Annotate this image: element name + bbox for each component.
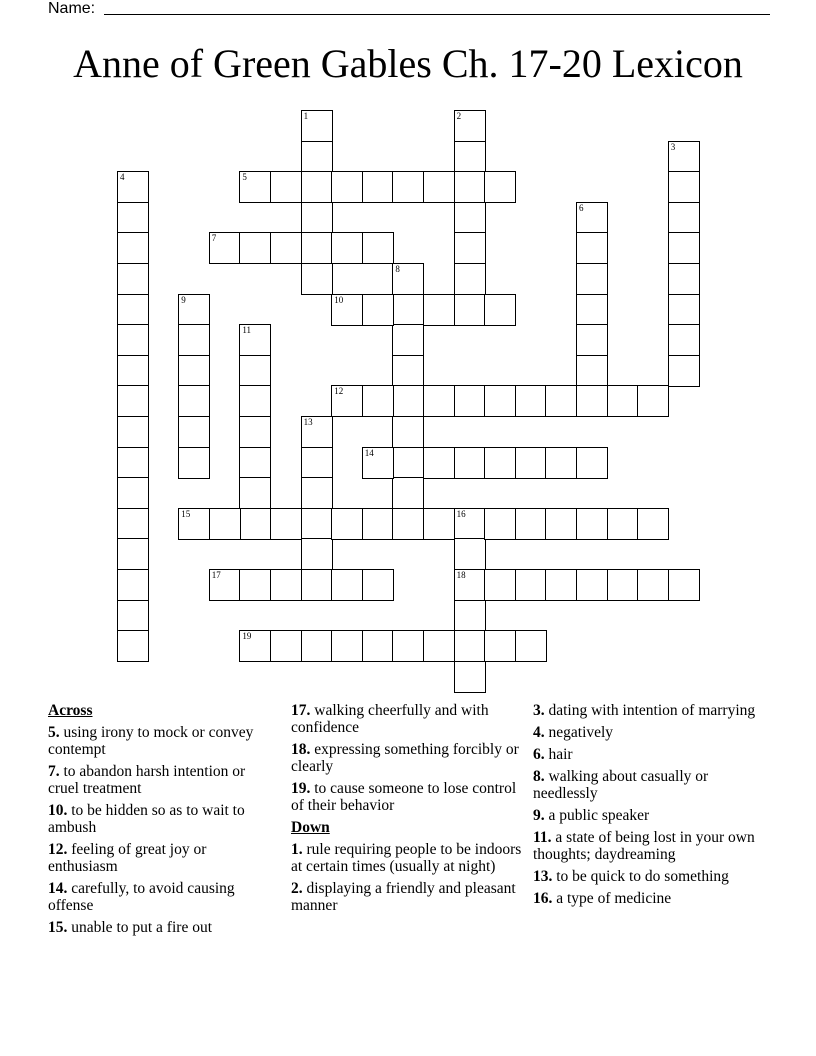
grid-cell[interactable] (178, 508, 210, 540)
grid-cell[interactable] (239, 447, 271, 479)
grid-cell[interactable] (117, 416, 149, 448)
grid-cell[interactable] (331, 171, 363, 203)
cell-number: 18 (456, 570, 466, 580)
grid-cell[interactable] (454, 661, 486, 693)
grid-cell[interactable] (178, 355, 210, 387)
grid-cell[interactable] (668, 324, 700, 356)
cell-number: 4 (120, 172, 125, 183)
grid-cell[interactable] (576, 385, 608, 417)
grid-cell[interactable] (484, 385, 516, 417)
grid-cell[interactable] (178, 447, 210, 479)
grid-cell[interactable] (454, 538, 486, 570)
grid-cell[interactable] (484, 508, 516, 540)
grid-cell[interactable] (301, 508, 333, 540)
cell-number: 5 (242, 172, 247, 183)
grid-cell[interactable] (301, 569, 333, 601)
down-clue: 16. a type of medicine (533, 890, 672, 907)
grid-cell[interactable] (362, 294, 394, 326)
clues-column-3 (533, 702, 758, 912)
down-clue: 8. walking about casually or needlessly (533, 768, 709, 802)
across-clue: 18. expressing something forcibly or clearly (291, 741, 519, 775)
cell-number: 19 (242, 631, 252, 642)
cell-number: 6 (579, 202, 584, 213)
grid-cell[interactable] (239, 171, 271, 203)
grid-cell[interactable] (270, 508, 302, 540)
clues-column-2 (291, 702, 523, 919)
grid-cell[interactable] (454, 141, 486, 173)
grid-cell[interactable] (392, 385, 424, 417)
grid-cell[interactable] (270, 630, 302, 662)
grid-cell[interactable] (454, 385, 486, 417)
grid-cell[interactable] (454, 508, 486, 540)
grid-cell[interactable] (545, 447, 577, 479)
grid-cell[interactable] (331, 385, 363, 417)
cell-number: 15 (181, 508, 191, 519)
cell-number: 7 (211, 233, 217, 244)
across-clue: 5. using irony to mock or convey contempt (48, 724, 254, 758)
grid-cell[interactable] (454, 447, 486, 479)
grid-cell[interactable] (392, 294, 424, 326)
grid-cell[interactable] (301, 232, 333, 264)
grid-cell[interactable] (270, 569, 302, 601)
grid-cell[interactable] (362, 385, 394, 417)
cell-number: 2 (456, 111, 462, 121)
grid-cell[interactable] (392, 171, 424, 203)
grid-cell[interactable] (117, 569, 149, 601)
grid-cell[interactable] (117, 385, 149, 417)
grid-cell[interactable] (576, 569, 608, 601)
grid-cell[interactable] (117, 630, 149, 662)
grid-cell[interactable] (423, 294, 455, 326)
grid-cell[interactable] (301, 110, 333, 142)
down-clue: 11. a state of being lost in your own thoughts; daydreaming (533, 829, 755, 863)
grid-cell[interactable] (117, 538, 149, 570)
across-clue: 17. walking cheerfully and with confidence (291, 702, 489, 736)
grid-cell[interactable] (668, 141, 700, 173)
grid-cell[interactable] (423, 508, 455, 540)
grid-cell[interactable] (484, 569, 516, 601)
cell-number: 16 (456, 508, 466, 519)
down-clue: 6. hair (533, 746, 573, 763)
grid-cell[interactable] (576, 355, 608, 387)
cell-number: 1 (303, 111, 309, 121)
across-clue: 19. to cause someone to lose control of their behavior (291, 780, 517, 814)
grid-cell[interactable] (454, 202, 486, 234)
across-heading: Across (48, 702, 93, 719)
grid-cell[interactable] (454, 569, 486, 601)
grid-cell[interactable] (362, 508, 394, 540)
across-clue: 14. carefully, to avoid causing offense (48, 880, 235, 914)
clues-column-1 (48, 702, 278, 941)
grid-cell[interactable] (392, 416, 424, 448)
grid-cell[interactable] (117, 508, 149, 540)
cell-number: 3 (670, 141, 676, 152)
grid-cell[interactable] (637, 385, 669, 417)
grid-cell[interactable] (392, 355, 424, 387)
grid-cell[interactable] (239, 477, 271, 509)
down-clue: 2. displaying a friendly and pleasant manner (291, 880, 516, 914)
across-clue: 15. unable to put a fire out (48, 919, 212, 936)
grid-cell[interactable] (270, 171, 302, 203)
grid-cell[interactable] (637, 508, 669, 540)
grid-cell[interactable] (607, 508, 639, 540)
cell-number: 10 (334, 294, 344, 305)
grid-cell[interactable] (454, 232, 486, 264)
grid-cell[interactable] (301, 263, 333, 295)
down-heading: Down (291, 819, 330, 836)
grid-cell[interactable] (331, 630, 363, 662)
grid-cell[interactable] (576, 324, 608, 356)
grid-cell[interactable] (239, 569, 271, 601)
grid-cell[interactable] (454, 110, 486, 142)
grid-cell[interactable] (392, 508, 424, 540)
grid-cell[interactable] (392, 477, 424, 509)
grid-cell[interactable] (362, 171, 394, 203)
grid-cell[interactable] (301, 141, 333, 173)
grid-cell[interactable] (454, 263, 486, 295)
cell-number: 8 (395, 264, 400, 274)
grid-cell[interactable] (515, 630, 547, 662)
grid-cell[interactable] (454, 630, 486, 662)
grid-cell[interactable] (515, 569, 547, 601)
grid-cell[interactable] (423, 630, 455, 662)
down-clue: 13. to be quick to do something (533, 868, 729, 885)
grid-cell[interactable] (484, 630, 516, 662)
grid-cell[interactable] (515, 447, 547, 479)
grid-cell[interactable] (331, 294, 363, 326)
name-label: Name: (48, 0, 100, 17)
grid-cell[interactable] (545, 569, 577, 601)
across-clue: 7. to abandon harsh intention or cruel treatment (48, 763, 246, 797)
grid-cell[interactable] (576, 508, 608, 540)
cell-number: 14 (364, 447, 374, 458)
grid-cell[interactable] (117, 263, 149, 295)
grid-cell[interactable] (668, 232, 700, 264)
grid-cell[interactable] (117, 294, 149, 326)
grid-cell[interactable] (331, 569, 363, 601)
grid-cell[interactable] (301, 538, 333, 570)
grid-cell[interactable] (239, 630, 271, 662)
down-clue: 1. rule requiring people to be indoors at certain times (usually at night) (291, 841, 522, 875)
grid-cell[interactable] (239, 355, 271, 387)
grid-cell[interactable] (301, 630, 333, 662)
grid-cell[interactable] (484, 171, 516, 203)
grid-cell[interactable] (423, 385, 455, 417)
grid-cell[interactable] (668, 569, 700, 601)
down-clue: 3. dating with intention of marrying (533, 702, 756, 719)
grid-cell[interactable] (301, 202, 333, 234)
grid-cell[interactable] (178, 324, 210, 356)
grid-cell[interactable] (117, 600, 149, 632)
grid-cell[interactable] (362, 447, 394, 479)
grid-cell[interactable] (331, 232, 363, 264)
grid-cell[interactable] (392, 324, 424, 356)
grid-cell[interactable] (576, 202, 608, 234)
grid-cell[interactable] (545, 508, 577, 540)
grid-cell[interactable] (117, 447, 149, 479)
page-title: Anne of Green Gables Ch. 17-20 Lexicon (73, 41, 743, 86)
grid-cell[interactable] (239, 324, 271, 356)
across-clue: 12. feeling of great joy or enthusiasm (48, 841, 207, 875)
grid-cell[interactable] (301, 447, 333, 479)
cell-number: 12 (334, 386, 344, 397)
grid-cell[interactable] (301, 477, 333, 509)
grid-cell[interactable] (454, 171, 486, 203)
grid-cell[interactable] (515, 508, 547, 540)
grid-cell[interactable] (484, 294, 516, 326)
grid-cell[interactable] (117, 324, 149, 356)
grid-cell[interactable] (301, 416, 333, 448)
grid-cell[interactable] (209, 508, 241, 540)
cell-number: 9 (181, 294, 186, 305)
cell-number: 13 (303, 417, 313, 427)
grid-cell[interactable] (668, 171, 700, 203)
grid-cell[interactable] (209, 569, 241, 601)
grid-cell[interactable] (239, 385, 271, 417)
grid-cell[interactable] (117, 477, 149, 509)
grid-cell[interactable] (362, 569, 394, 601)
grid-cell[interactable] (117, 232, 149, 264)
grid-cell[interactable] (454, 294, 486, 326)
grid-cell[interactable] (239, 416, 271, 448)
grid-cell[interactable] (545, 385, 577, 417)
grid-cell[interactable] (301, 171, 333, 203)
grid-cell[interactable] (423, 447, 455, 479)
grid-cell[interactable] (362, 232, 394, 264)
grid-cell[interactable] (392, 447, 424, 479)
grid-cell[interactable] (668, 263, 700, 295)
cell-number: 17 (211, 570, 221, 580)
grid-cell[interactable] (117, 355, 149, 387)
grid-cell[interactable] (362, 630, 394, 662)
grid-cell[interactable] (423, 171, 455, 203)
grid-cell[interactable] (668, 355, 700, 387)
grid-cell[interactable] (178, 416, 210, 448)
grid-cell[interactable] (607, 385, 639, 417)
grid-cell[interactable] (392, 630, 424, 662)
grid-cell[interactable] (637, 569, 669, 601)
grid-cell[interactable] (576, 447, 608, 479)
grid-cell[interactable] (209, 232, 241, 264)
grid-cell[interactable] (515, 385, 547, 417)
grid-cell[interactable] (239, 508, 271, 540)
down-clue: 9. a public speaker (533, 807, 650, 824)
grid-cell[interactable] (239, 232, 271, 264)
across-clue: 10. to be hidden so as to wait to ambush (48, 802, 245, 836)
grid-cell[interactable] (484, 447, 516, 479)
grid-cell[interactable] (607, 569, 639, 601)
grid-cell[interactable] (454, 600, 486, 632)
grid-cell[interactable] (576, 263, 608, 295)
grid-cell[interactable] (576, 232, 608, 264)
grid-cell[interactable] (178, 385, 210, 417)
grid-cell[interactable] (178, 294, 210, 326)
grid-cell[interactable] (392, 263, 424, 295)
grid-cell[interactable] (668, 294, 700, 326)
grid-cell[interactable] (117, 202, 149, 234)
down-clue: 4. negatively (533, 724, 614, 741)
grid-cell[interactable] (270, 232, 302, 264)
grid-cell[interactable] (331, 508, 363, 540)
cell-number: 11 (242, 325, 252, 336)
grid-cell[interactable] (668, 202, 700, 234)
grid-cell[interactable] (117, 171, 149, 203)
grid-cell[interactable] (576, 294, 608, 326)
